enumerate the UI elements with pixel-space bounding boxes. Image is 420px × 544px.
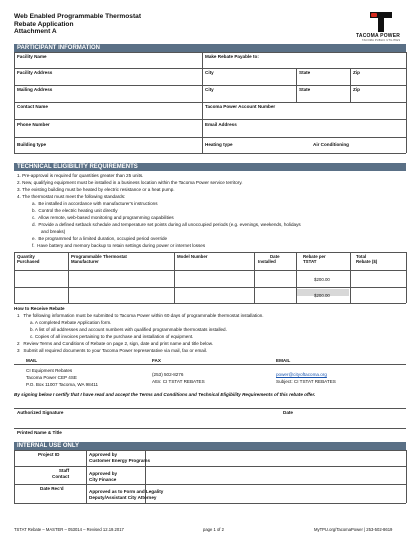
eligibility-subitem-c: c. Allow remote, web-based monitoring and programming capabilities [32, 215, 174, 220]
mailing-address-field[interactable]: Mailing Address [17, 87, 53, 92]
mailing-state-field[interactable]: State [299, 87, 311, 92]
table-header-model: Model Number [177, 254, 208, 259]
footer-page-number: page 1 of 2 [203, 527, 224, 532]
contact-name-field[interactable]: Contact Name [17, 104, 48, 109]
mailing-city-field[interactable]: City [205, 87, 214, 92]
title-line-2: Rebate Application [14, 20, 74, 28]
building-type-field[interactable]: Building type [17, 142, 47, 147]
state-field[interactable]: State [299, 70, 311, 75]
printed-name-field[interactable]: Printed Name & Title [17, 430, 62, 435]
eligibility-subitem-d: d. Provide a defined setback schedule and temperature set points during all unoccupied periods (e.g. evenings, weekends, holidays [32, 222, 301, 227]
certification-statement: By signing below I certify that I have read and accept the Terms and Conditions and Technical Eligibility Requirements of this rebate offer. [14, 392, 316, 397]
title-line-3: Attachment A [14, 28, 57, 36]
eligibility-subitem-b: b. Control the electric heating unit directly [32, 208, 118, 213]
email-subject: Subject: CI TSTAT REBATES [276, 379, 336, 384]
eligibility-item-4: 4. The thermostat must meet the following standards: [17, 194, 126, 199]
logo-t-icon [370, 12, 392, 32]
eligibility-subitem-f: f. Have battery and memory backup to retain settings during power or internet losses [32, 243, 206, 248]
how-to-step-2: 2 Review Terms and Conditions of Rebate on page 2, sign, date and print name and title below. [17, 341, 214, 346]
document-title [14, 13, 141, 36]
logo-tagline: TACOMA PUBLIC UTILITIES [362, 39, 401, 42]
signature-date-field[interactable]: Date [283, 410, 293, 415]
fax-attention: Attn: CI TSTAT REBATES [152, 379, 205, 384]
table-header-manufacturer: Programmable Thermostat Manufacturer [71, 254, 127, 264]
authorized-signature-field[interactable]: Authorized Signature [17, 410, 64, 415]
eligibility-section-header: TECHNICAL ELIGIBILITY REQUIREMENTS [14, 163, 406, 171]
project-id-label: Project ID [38, 452, 60, 457]
mailing-zip-field[interactable]: Zip [353, 87, 360, 92]
zip-field[interactable]: Zip [353, 70, 360, 75]
how-to-step-3: 3 Submit all required documents to your Tacoma Power representative via mail, fax or email. [17, 348, 208, 353]
account-number-field[interactable]: Tacoma Power Account Number [205, 104, 276, 109]
rebate-value-row-2: $200.00 [314, 293, 330, 298]
how-to-step-1a: a. A completed Rebate Application form. [30, 320, 112, 325]
facility-name-field[interactable]: Facility Name [17, 54, 47, 59]
rebate-value-row-1: $200.00 [314, 277, 330, 282]
participant-section-header: PARTICIPANT INFORMATION [14, 44, 406, 52]
fax-label: FAX [152, 358, 161, 363]
how-to-step-1c: c. Copies of all invoices pertaining to the purchase and installation of equipment. [30, 334, 194, 339]
eligibility-subitem-a: a. Be installed in accordance with manufacturer's instructions [32, 201, 158, 206]
email-link[interactable]: power@cityoftacoma.org [276, 372, 327, 377]
table-header-date-installed: Date Installed [258, 254, 280, 264]
table-header-rebate-per: Rebate per TSTAT [303, 254, 326, 264]
city-field[interactable]: City [205, 70, 214, 75]
how-to-step-1b: b. A list of all addresses and account numbers with qualified programmable thermostats installed. [30, 327, 227, 332]
email-address-field[interactable]: Email Address [205, 122, 237, 127]
eligibility-item-1: 1. Pre-approval is required for quantities greater than 25 units. [17, 173, 144, 178]
footer-contact: MyTPU.org/TacomaPower | 253-502-8619 [314, 527, 393, 532]
title-line-1: Web Enabled Programmable Thermostat [14, 13, 142, 20]
mail-label: MAIL [26, 358, 38, 363]
mail-line-1: CI Equipment Rebates [26, 368, 73, 373]
make-rebate-payable-field[interactable]: Make Rebate Payable to: [205, 54, 259, 59]
fax-number: (253) 502-8276 [152, 372, 184, 377]
phone-number-field[interactable]: Phone Number [17, 122, 50, 127]
email-label: EMAIL [276, 358, 291, 363]
approved-by-finance-label: Approved by City Finance [89, 471, 118, 482]
mail-line-2: Tacoma Power CEP 4SE [26, 375, 77, 380]
logo-wordmark: TACOMA POWER [356, 33, 401, 39]
how-to-heading: How to Receive Rebate [14, 306, 65, 311]
table-header-quantity: Quantity Purchased [17, 254, 40, 264]
facility-address-field[interactable]: Facility Address [17, 70, 53, 75]
approved-by-cep-label: Approved by Customer Energy Programs [89, 452, 151, 463]
eligibility-item-3: 3. The existing building must be heated by electric resistance or a heat pump. [17, 187, 175, 192]
how-to-step-1: 1 The following information must be submitted to Tacoma Power within 60 days of programmable thermostat installation. [17, 313, 264, 318]
eligibility-subitem-d-cont: and breaks) [41, 229, 66, 234]
eligibility-item-2: 2. New, qualifying equipment must be installed in a business location within the Tacoma Power service territory. [17, 180, 243, 185]
internal-section-header: INTERNAL USE ONLY [14, 442, 406, 450]
date-received-label: Date Rec'd [40, 486, 64, 491]
eligibility-subitem-e: e. Be programmed for a limited duration, occupied period override [32, 236, 168, 241]
approved-legal-label: Approved as to Form and Legality Deputy/Assistant City Attorney [89, 489, 164, 500]
heating-type-field[interactable]: Heating type [205, 142, 233, 147]
table-header-total-rebate: Total Rebate ($) [356, 254, 378, 264]
staff-contact-label: Staff Contact [52, 468, 70, 479]
air-conditioning-field[interactable]: Air Conditioning [313, 142, 349, 147]
mail-line-3: P.O. Box 11007 Tacoma, WA 98411 [26, 382, 99, 387]
footer-doc-id: TSTAT Rebate – MASTER – 053014 – Revised 12.19.2017 [14, 527, 124, 532]
